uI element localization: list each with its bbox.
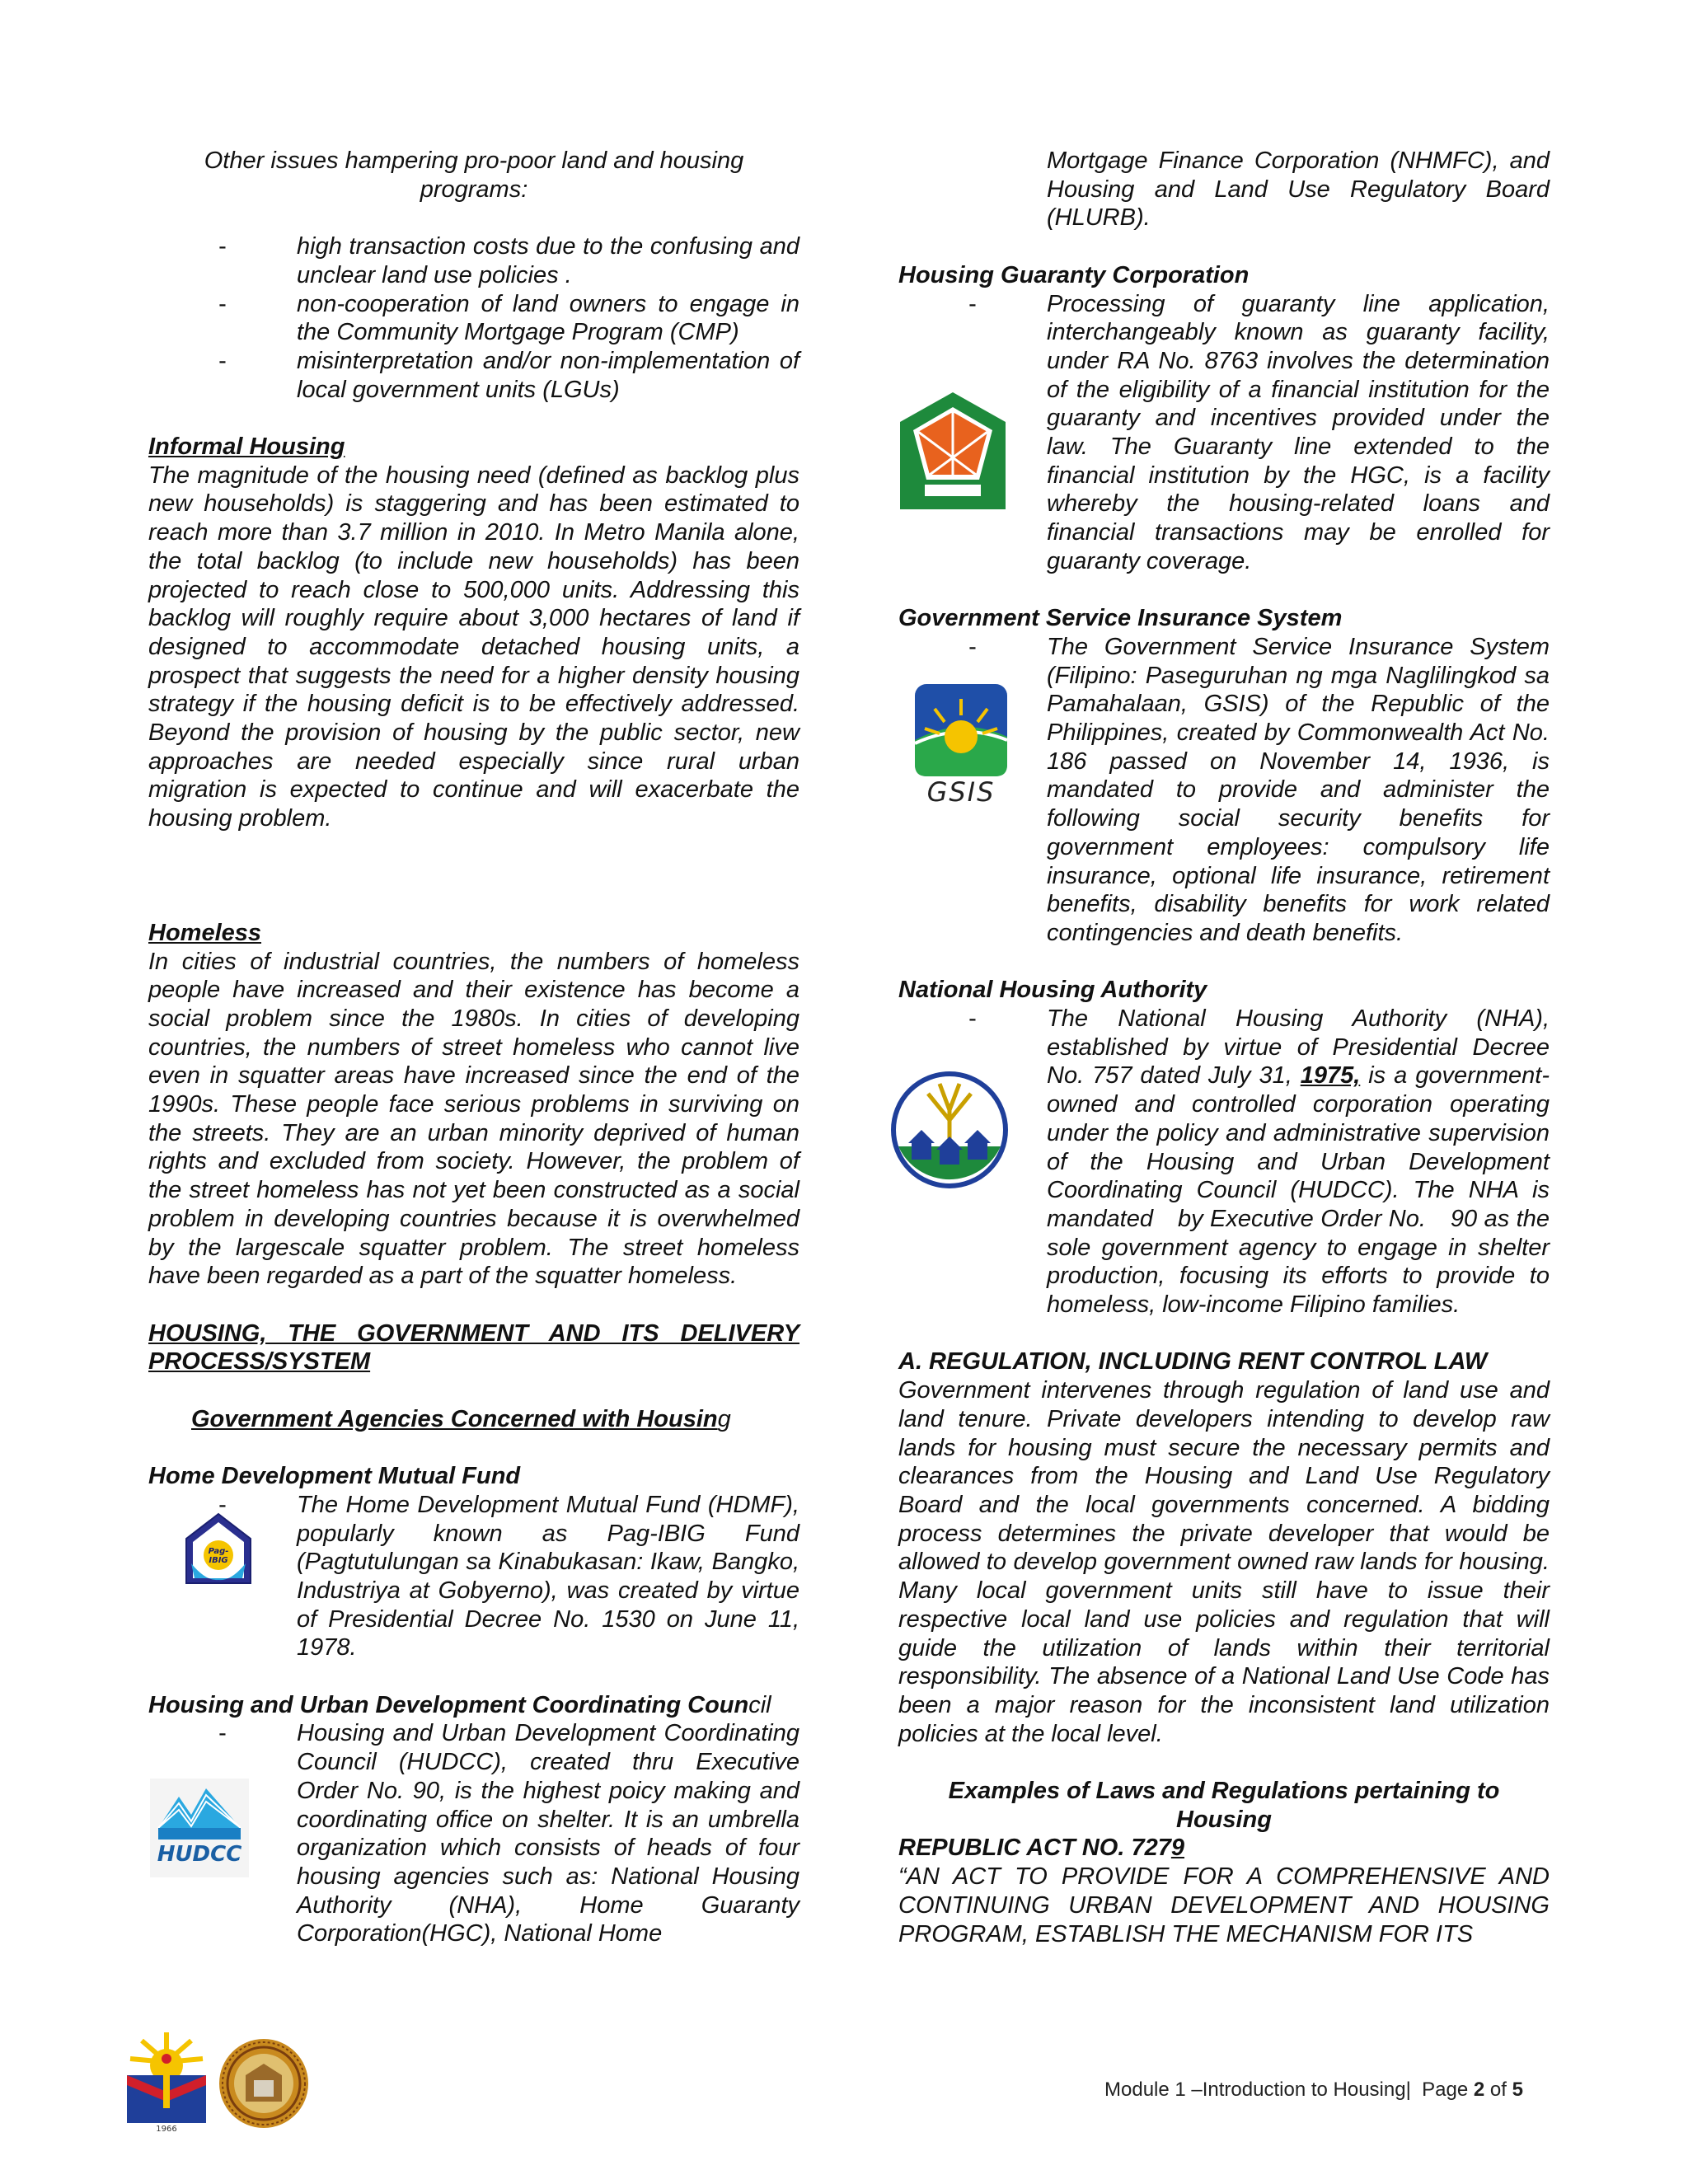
examples-heading: Examples of Laws and Regulations pertaining to Housing [948,1778,1500,1833]
nha-logo-icon [890,1071,1009,1189]
ra-text: “AN ACT TO PROVIDE FOR A COMPREHENSIVE AND CONTINUING URBAN DEVELOPMENT AND HOUSING PROGRAM, ESTABLISH THE MECHANISM FOR ITS [898,1863,1550,1947]
gsis-logo-icon [912,682,1010,806]
gsis-heading: Government Service Insurance System [898,605,1343,632]
hudcc-heading: Housing and Urban Development Coordinating Council [148,1691,771,1718]
hgc-item: - Processing of guaranty line application, interchangeably known as guaranty facility, under RA No. 8763 involves the determination of the eligibility of a financial institution for the guaranty and incentives provided under the law. The Guaranty line extended to the financial institution by the HGC, is a facility whereby the housing-related loans and financial transactions may be enrolled for guaranty coverage. [968,290,1550,574]
nha-item: - The National Housing Authority (NHA), established by virtue of Presidential Decree No. 757 dated July 31, 1975, is a government-owned and controlled corporation operating under the policy and administrative supervision of the Housing and Urban Development Coordinating Council (HUDCC). The NHA is mandated by Executive Order No. 90 as the sole government agency to engage in shelter production, focusing its efforts to provide to homeless, low-income Filipino families. [968,1005,1550,1319]
deped-seal-icon [122,2029,211,2133]
hgc-logo-icon [897,389,1009,513]
ra-heading: REPUBLIC ACT NO. 7279 [898,1835,1185,1862]
homeless-text: In cities of industrial countries, the numbers of homeless people have increased and their existence has become a social problem since the 1980s. In cities of developing countries, the numbers of street homeless who cannot live even in squatter areas have increased since the end of the 1990s. These people face serious problems in surviving on the streets. They are an urban minority deprived of human rights and excluded from society. However, the problem of the street homeless has not yet been constructed as a social problem in developing countries because it is overwhelmed by the largescale squatter problem. The street homeless have been regarded as a part of the squatter homeless. [148,948,799,1290]
hdmf-heading: Home Development Mutual Fund [148,1463,521,1490]
delivery-heading: HOUSING, THE GOVERNMENT AND ITS DELIVERY PROCESS/SYSTEM [148,1319,799,1376]
regulation-text: Government intervenes through regulation of land use and land tenure. Private developers intending to develop raw lands for housing must secure the necessary permits and clearances from the Housing and Land Use Regulatory Board and the local governments concerned. A bidding process determines the private developer that would be allowed to develop government owned raw lands for housing. Many local government units still have to issue their respective local land use policies and regulation that will guide the utilization of lands within their territorial responsibility. The absence of a National Land Use Code has been a major reason for the inconsistent land utilization policies at the local level. [898,1377,1550,1747]
svg-text:Pag-: Pag- [208,1546,229,1556]
svg-text:1966: 1966 [156,2125,177,2133]
right-column [898,147,1550,1948]
nha-heading: National Housing Authority [898,977,1207,1004]
hgc-heading: Housing Guaranty Corporation [898,261,1250,288]
svg-text:IBIG: IBIG [209,1555,228,1565]
hudcc-continuation: Mortgage Finance Corporation (NHMFC), and Housing and Land Use Regulatory Board (HLURB). [1047,148,1550,232]
homeless-heading: Homeless [148,919,262,946]
pagibig-logo-icon [181,1511,256,1586]
informal-housing-text: The magnitude of the housing need (defined as backlog plus new households) is staggering and has been estimated to reach more than 3.7 million in 2010. In Metro Manila alone, the total backlog (to include new households) has been projected to reach close to 500,000 units. Addressing this backlog will roughly require about 3,000 hectares of land if designed to accommodate detached housing units, a prospect that suggests the need for a higher density housing strategy if the housing deficit is to be effectively addressed. Beyond the provision of housing by the public sector, new approaches are needed especially since rural urban migration is expected to continue and will exacerbate the housing problem. [148,462,799,832]
hudcc-logo-icon [150,1779,249,1877]
informal-housing-heading: Informal Housing [148,434,345,460]
issue-item-2: - non-cooperation of land owners to engage in the Community Mortgage Program (CMP) [218,290,799,346]
agencies-heading: Government Agencies Concerned with Housing [191,1405,731,1432]
page-footer: Module 1 –Introduction to Housing| Page 2 of 5 [1104,2079,1523,2101]
svg-text:GSIS: GSIS [926,776,996,806]
intro-title: Other issues hampering pro-poor land and housing programs: [204,148,744,203]
hdmf-item: - The Home Development Mutual Fund (HDMF), popularly known as Pag-IBIG Fund (Pagtutulungan sa Kinabukasan: Ikaw, Bangko, Industriya at Gobyerno), was created by virtue of Presidential Decree No. 1530 on June 11, 1978. [218,1491,799,1661]
regulation-heading: A. REGULATION, INCLUDING RENT CONTROL LAW [898,1348,1488,1376]
hudcc-item: - Housing and Urban Development Coordinating Council (HUDCC), created thru Executive Order No. 90, is the highest poicy making and coordinating office on shelter. It is an umbrella organization which consists of heads of four housing agencies such as: National Housing Authority (NHA), Home Guaranty Corporation(HGC), National Home [218,1720,799,1947]
issue-item-1: - high transaction costs due to the confusing and unclear land use policies . [218,233,799,288]
svg-text:HUDCC: HUDCC [157,1842,242,1868]
gsis-item: - The Government Service Insurance System (Filipino: Paseguruhan ng mga Naglilingkod sa Pamahalaan, GSIS) of the Republic of the Philippines, created by Commonwealth Act No. 186 passed on November 14, 1936, is mandated to provide and administer the following social security benefits for government employees: compulsory life insurance, optional life insurance, retirement benefits, disability benefits for work related contingencies and death benefits. [968,633,1550,946]
left-column [148,147,799,1948]
issue-item-3: - misinterpretation and/or non-implementation of local government units (LGUs) [218,347,799,403]
school-seal-icon [218,2037,310,2130]
